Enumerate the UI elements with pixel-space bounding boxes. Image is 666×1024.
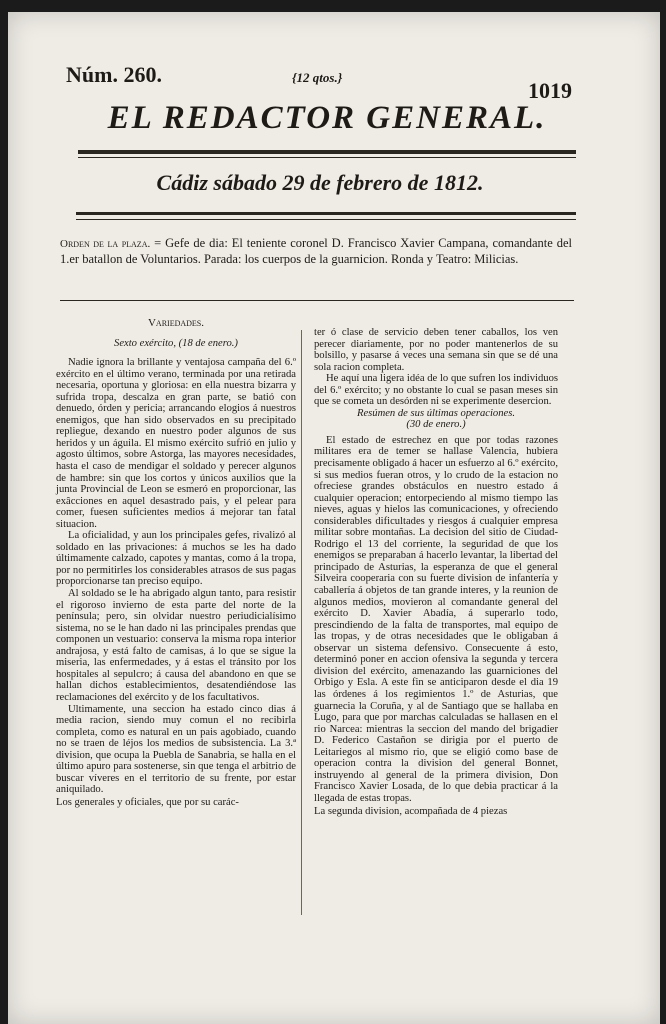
dateline-rule-thin xyxy=(76,219,576,220)
article-paragraph: Ultimamente, una seccion ha estado cinco dias á media racion, siendo muy comun el no recibirla completa, como es natural en un pais agobiado, cuando no se traen de léjos los medios de subsistencia. La 3.ª division, que ocupa la Puebla de Sanabria, se halla en el último apuro para sostenerse, sin que tenga el arbitrio de buscar víveres en el territorio de su frente, por estar aniquilado. xyxy=(56,703,296,796)
article-subtitle: Resúmen de sus últimas operaciones. xyxy=(356,407,515,419)
article-paragraph: Nadie ignora la brillante y ventajosa campaña del 6.º exército en el último verano, terminada por una retirada necesaria, oportuna y gloriosa: en ella nuestra bizarra y sufrida tropa, descalza en gran parte, se batió con denuedo, órden y pericia; arrancando elogios á nuestros enemigos, que han sido observados en su precipitado repliegue, dexando en nuestro poder algunos de sus heridos y un águila. El mismo exército sufrió en julio y agosto últimos, sobre Astorga, las mayores necesidades, hasta el caso de mendigar el soldado y perecer algunos de hambre: sin que los cortos y únicos auxilios que la junta Provincial de Leon se esmeró en proporcionar, las exâcciones en aquel desastrado pais, y el pelear para comer, fuesen suficientes medios á mejorar tan fatal situacion. xyxy=(56,357,296,530)
masthead-rule-thin xyxy=(78,157,576,158)
article-subdate: (30 de enero.) xyxy=(406,419,466,431)
issue-price: {12 qtos.} xyxy=(292,70,343,85)
dateline-rule-thick xyxy=(76,212,576,215)
article-paragraph: La oficialidad, y aun los principales gefes, rivalizó al soldado en las privaciones: á muchos se les ha dado últimamente calzado, capotes y mantas, como á la tropa, por no permitirles los considerables atrasos de sus pagas proporcionarse tan preciso equipo. xyxy=(56,530,296,588)
article-continuation: La segunda division, acompañada de 4 piezas xyxy=(314,805,508,817)
masthead-title: EL REDACTOR GENERAL. xyxy=(107,100,547,136)
orden-de-la-plaza xyxy=(60,236,572,267)
article-paragraph: ter ó clase de servicio deben tener caballos, los ven perecer diariamente, por no poder mantenerlos de su bolsillo, y pasarse á veces una semana sin que se dé una sola racion completa. xyxy=(314,327,558,373)
issue-number: Núm. 260. xyxy=(66,62,162,87)
masthead-rule-thick xyxy=(78,150,576,154)
section-title: Variedades. xyxy=(147,317,205,329)
article-paragraph: El estado de estrechez en que por todas razones militares era de temer se hallase Valencia, hubiera precisamente obligado á hacer un esfuerzo al 6.º exército, si sus medios fueran otros, y lo crudo de la estacion no ofreciese grandes obstáculos en nuestro estado á cualquier operacion; entorpeciendo al mismo tiempo las nieves, aguas y hielos las comunicaciones, y ofreciendo considerables dificultades y riesgos á cualquier empresa militar sobre montañas. La decision del sitio de Ciudad-Rodrigo el 13 del corriente, la seguridad de que los enemigos se preparaban á hacerlo levantar, la libertad del principado de Asturias, la esperanza de que el general Silveira cooperaria con su fuerte division de infantería y caballería á objetos de tan grande interes, y la reunion de algunos medios, movieron al comandante general del exército D. Xavier Abadía, á superarlo todo, prescindiendo de la falta de transportes, mal equipo de las tropas, y de otras necesidades que le obligaban á observar un sistema defensivo. Consecuente á esto, determinó poner en accion ofensiva la segunda y tercera division del exército, amenazando las guarniciones del Orbigo y Esla. A este fin se anticiparon desde el dia 19 las órdenes á los regimientos 1.º de Asturias, que guarnecia la Coruña, y al de Santiago que se hallaba en Lugo, para que por marchas calculadas se hallasen en el rio Narcea: mientras la seccion del mando del brigadier D. Federico Castañon se dirigia por el puerto de Leitariegos al mismo rio, que se eligió como base de operacion contra la division del general Bonnet, instruyendo al general de la primera division, Don Francisco Xavier Losada, de lo que debia practicar á la llegada de estas tropas. xyxy=(314,434,558,804)
orden-text: = Gefe de dia: El teniente coronel D. Francisco Xavier Campana, comandante del 1.er batallon de Voluntarios. Parada: los cuerpos de la guarnicion. Ronda y Teatro: Milicias. xyxy=(60,236,573,266)
right-column xyxy=(314,327,558,817)
dateline: Cádiz sábado 29 de febrero de 1812. xyxy=(156,170,484,195)
left-column xyxy=(56,317,296,809)
column-divider xyxy=(301,330,302,915)
article-subtitle: Sexto exército, (18 de enero.) xyxy=(114,337,238,349)
article-paragraph: He aquí una ligera idéa de lo que sufren los individuos del 6.º exército; y no obstante lo cual se pasan meses sin que se cometa un desórden ni se experimente desercion. xyxy=(314,373,558,408)
page-folio: 1019 xyxy=(528,78,572,103)
orden-rule xyxy=(60,300,574,301)
orden-label: Orden de la plaza. xyxy=(60,238,151,250)
article-continuation: Los generales y oficiales, que por su carác- xyxy=(56,797,239,809)
article-paragraph: Al soldado se le ha abrigado algun tanto, para resistir el rigoroso invierno de esta parte del norte de la península; pero, sin olvidar nuestro periudicialísimo sistema, no se le han dado ni las principales prendas que componen un vestuario: conserva la misma ropa interior andrajosa, y está falto de camisas, á lo que se sigue la miseria, las enfermedades, y á estas el tránsito por los hospitales al sepulcro; á causa del abandono en que se hallan dichos establecimientos, desatendiéndose las reclamaciones del exército y de los facultativos. xyxy=(56,588,296,703)
